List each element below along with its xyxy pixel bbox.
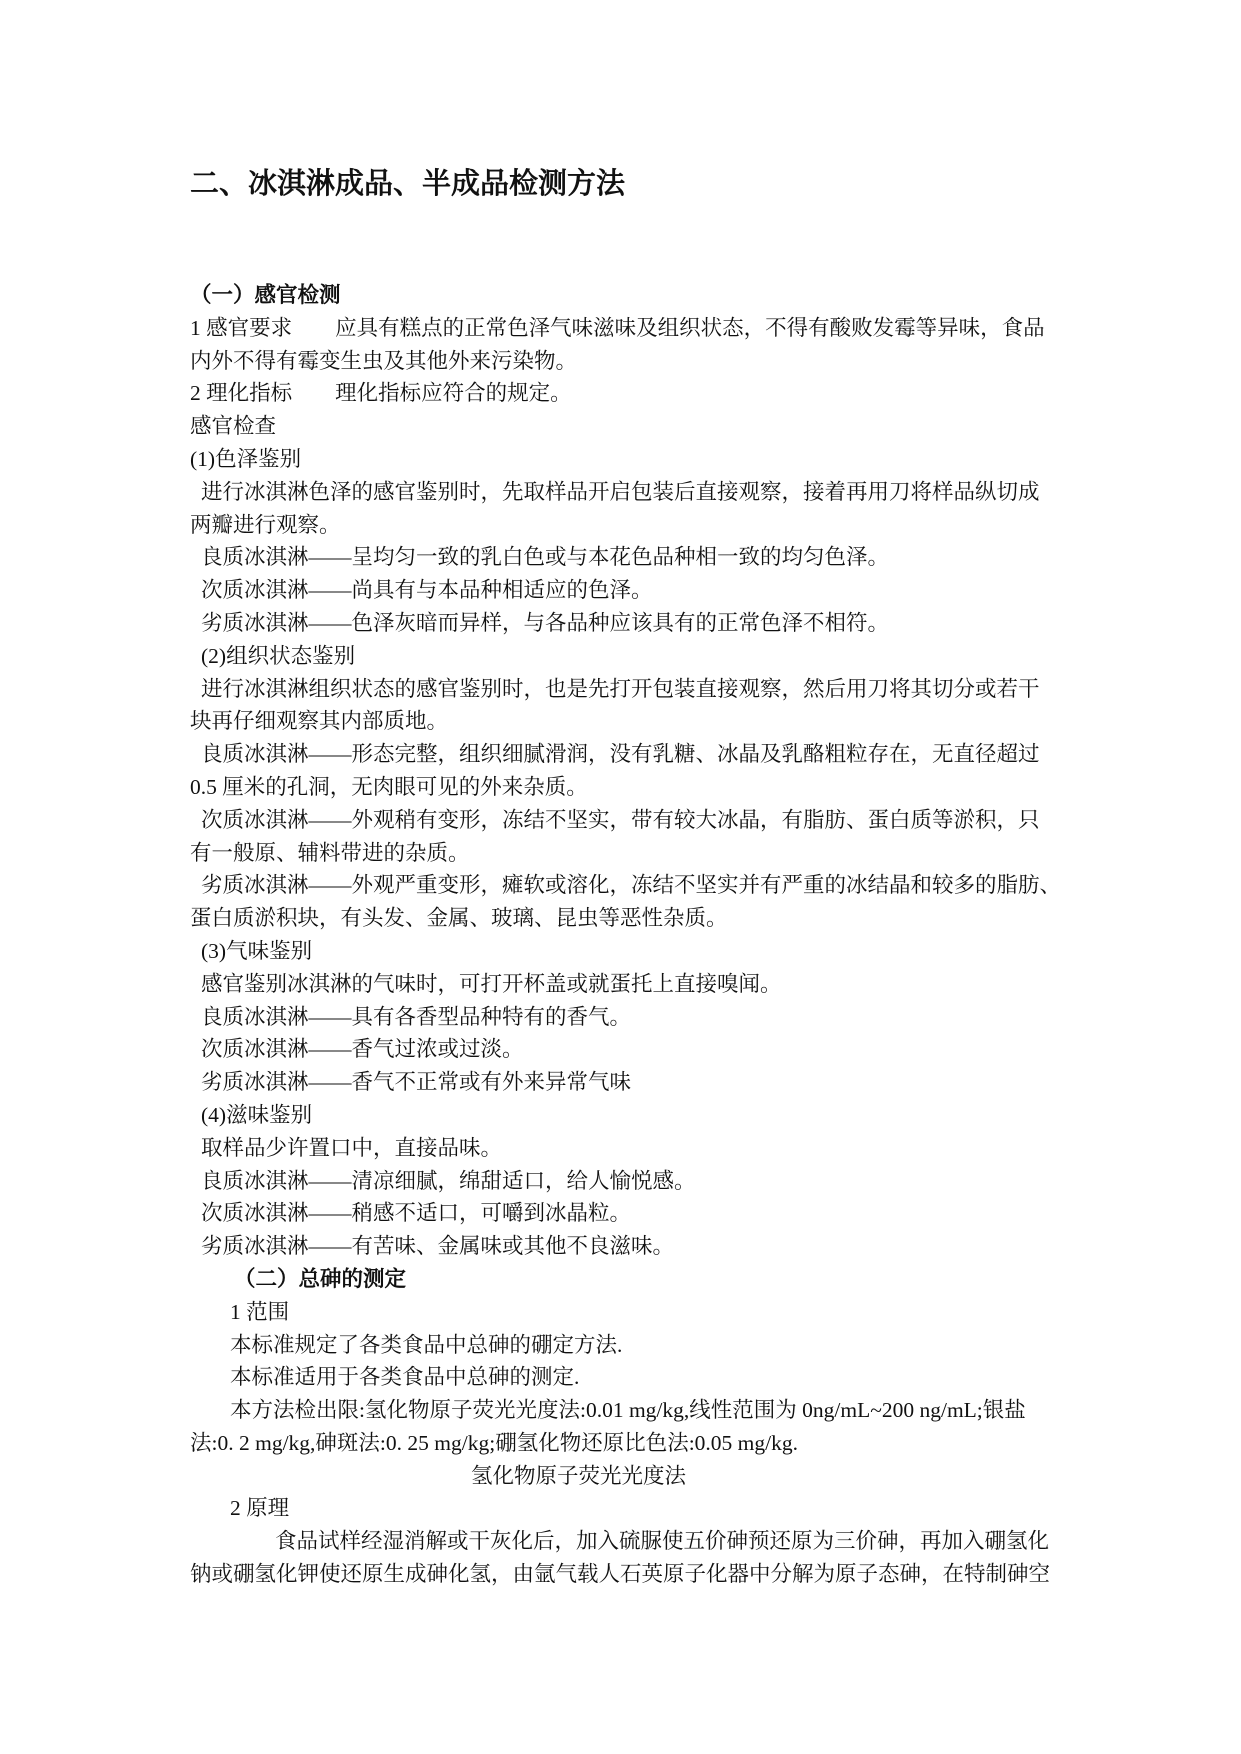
document-body	[190, 279, 1110, 1591]
subsection-heading: (4)滋味鉴别	[201, 1102, 313, 1127]
paragraph-line: 取样品少许置口中，直接品味。	[201, 1135, 503, 1160]
grade-line-poor: 劣质冰淇淋——有苦味、金属味或其他不良滋味。	[201, 1234, 675, 1259]
grade-line-poor: 劣质冰淇淋——香气不正常或有外来异常气味	[201, 1070, 632, 1095]
grade-line-medium: 次质冰淇淋——稍感不适口，可嚼到冰晶粒。	[201, 1201, 632, 1226]
paragraph-line: 2 理化指标 理化指标应符合的规定。	[190, 381, 572, 406]
page-title: 二、冰淇淋成品、半成品检测方法	[190, 168, 626, 200]
paragraph-line: 钠或硼氢化钾使还原生成砷化氢，由氩气载人石英原子化器中分解为原子态砷，在特制砷空	[190, 1562, 1051, 1587]
paragraph-line: 块再仔细观察其内部质地。	[190, 709, 449, 734]
paragraph-line: 蛋白质淤积块，有头发、金属、玻璃、昆虫等恶性杂质。	[190, 906, 728, 931]
grade-line-good: 良质冰淇淋——清凉细腻，绵甜适口，给人愉悦感。	[201, 1168, 696, 1193]
grade-line-good: 良质冰淇淋——形态完整，组织细腻滑润，没有乳糖、冰晶及乳酪粗粒存在，无直径超过	[201, 742, 1040, 767]
clause-heading: 2 原理	[230, 1496, 290, 1521]
paragraph-line: 有一般原、辅料带进的杂质。	[190, 840, 470, 865]
subsection-heading: (3)气味鉴别	[201, 938, 313, 963]
section-heading: （一）感官检测	[190, 283, 341, 307]
grade-line-medium: 次质冰淇淋——香气过浓或过淡。	[201, 1037, 524, 1062]
paragraph-line: 法:0. 2 mg/kg,砷斑法:0. 25 mg/kg;硼氢化物还原比色法:0.05 mg/kg.	[190, 1430, 798, 1455]
grade-line-good: 良质冰淇淋——呈均匀一致的乳白色或与本花色品种相一致的均匀色泽。	[201, 545, 890, 570]
grade-line-good: 良质冰淇淋——具有各香型品种特有的香气。	[201, 1004, 632, 1029]
method-title: 氢化物原子荧光光度法	[471, 1463, 687, 1488]
paragraph-line: 本标准适用于各类食品中总砷的测定.	[230, 1365, 580, 1390]
paragraph-line: 两瓣进行观察。	[190, 512, 341, 537]
grade-line-poor: 劣质冰淇淋——外观严重变形，瘫软或溶化，冻结不坚实并有严重的冰结晶和较多的脂肪、	[201, 873, 1062, 898]
paragraph-line: 内外不得有霉变生虫及其他外来污染物。	[190, 348, 578, 373]
grade-line-poor: 劣质冰淇淋——色泽灰暗而异样，与各品种应该具有的正常色泽不相符。	[201, 610, 890, 635]
paragraph-line: 食品试样经湿消解或干灰化后，加入硫脲使五价砷预还原为三价砷，再加入硼氢化	[275, 1529, 1050, 1554]
paragraph-line: 0.5 厘米的孔洞，无肉眼可见的外来杂质。	[190, 774, 588, 799]
paragraph-line: 进行冰淇淋色泽的感官鉴别时，先取样品开启包装后直接观察，接着再用刀将样品纵切成	[201, 479, 1040, 504]
paragraph-line: 1 感官要求 应具有糕点的正常色泽气味滋味及组织状态，不得有酸败发霉等异味，食品	[190, 315, 1045, 340]
subsection-heading: 感官检查	[190, 414, 277, 439]
subsection-heading: (1)色泽鉴别	[190, 446, 302, 471]
grade-line-medium: 次质冰淇淋——尚具有与本品种相适应的色泽。	[201, 578, 653, 603]
paragraph-line: 感官鉴别冰淇淋的气味时，可打开杯盖或就蛋托上直接嗅闻。	[201, 971, 782, 996]
clause-heading: 1 范围	[230, 1299, 290, 1324]
paragraph-line: 本标准规定了各类食品中总砷的硼定方法.	[230, 1332, 623, 1357]
paragraph-line: 本方法检出限:氢化物原子荧光光度法:0.01 mg/kg,线性范围为 0ng/mL~200 ng/mL;银盐	[230, 1398, 1026, 1423]
subsection-heading: (2)组织状态鉴别	[201, 643, 356, 668]
grade-line-medium: 次质冰淇淋——外观稍有变形，冻结不坚实，带有较大冰晶，有脂肪、蛋白质等淤积，只	[201, 807, 1040, 832]
paragraph-line: 进行冰淇淋组织状态的感官鉴别时，也是先打开包装直接观察，然后用刀将其切分或若干	[201, 676, 1040, 701]
section-heading: （二）总砷的测定	[234, 1266, 407, 1291]
